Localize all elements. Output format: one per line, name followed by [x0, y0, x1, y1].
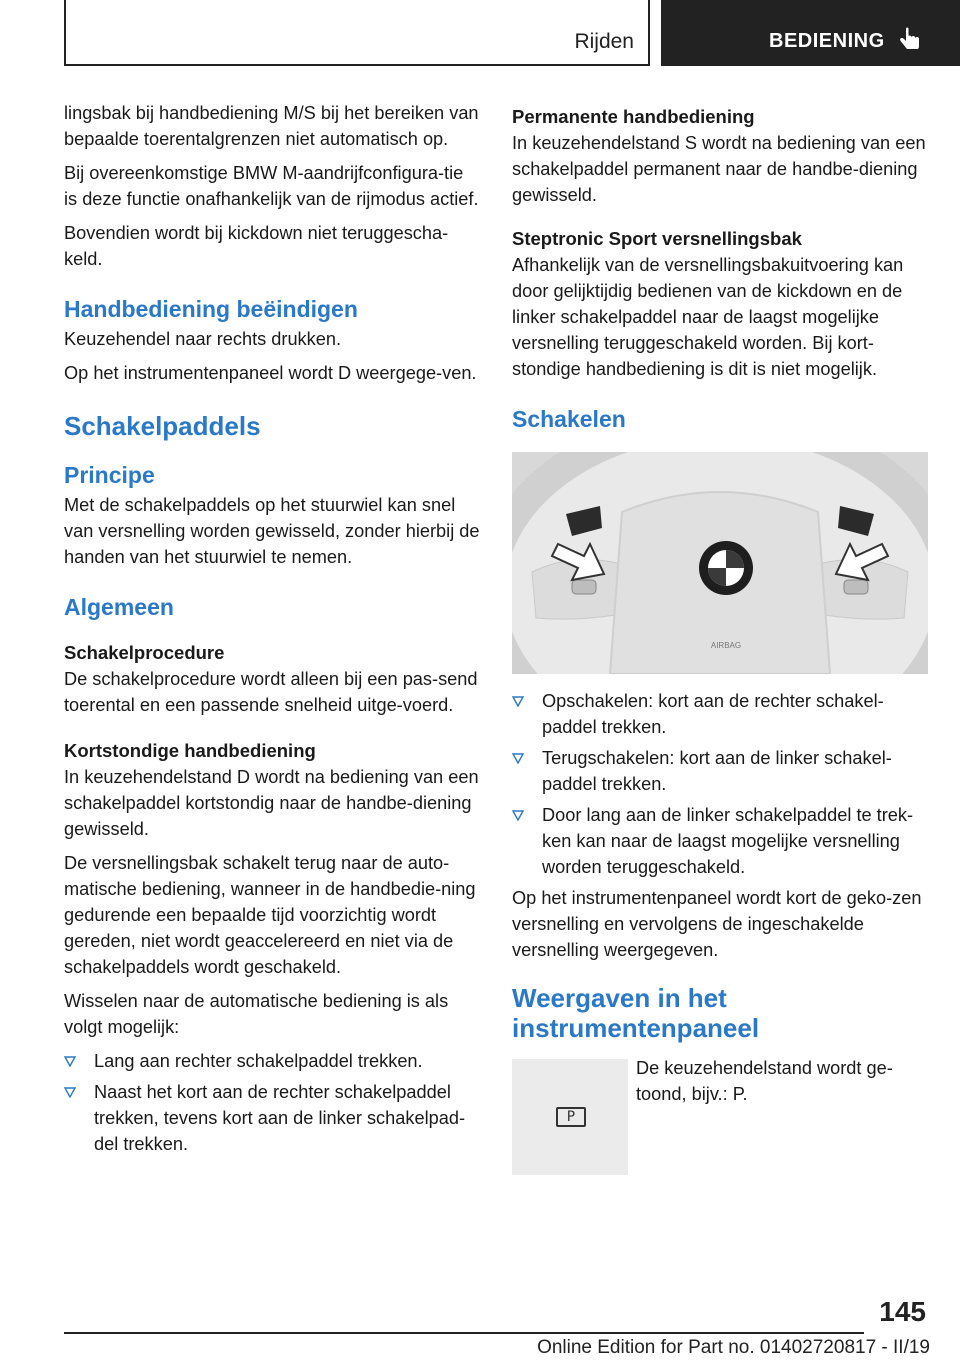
section-title: Rijden — [574, 30, 634, 53]
page-number: 145 — [879, 1296, 926, 1327]
paragraph: Bovendien wordt bij kickdown niet teruggescha-keld. — [64, 223, 449, 269]
triangle-bullet-icon — [64, 1056, 76, 1067]
paragraph: Bij overeenkomstige BMW M-aandrijfconfigura-tie is deze functie onafhankelijk van de rijmodus actief. — [64, 163, 479, 209]
paragraph: Op het instrumentenpaneel wordt kort de geko-zen versnelling en vervolgens de ingeschakelde versnelling weergegeven. — [512, 888, 922, 960]
paragraph: Wisselen naar de automatische bediening is als volgt mogelijk: — [64, 991, 449, 1037]
triangle-bullet-icon — [512, 696, 524, 707]
list-item-text: Lang aan rechter schakelpaddel trekken. — [94, 1051, 423, 1071]
steering-wheel-illustration — [512, 452, 928, 674]
instrument-panel-image — [512, 1059, 628, 1175]
right-column — [512, 100, 928, 1175]
heading-principe: Principe — [64, 462, 155, 488]
list-item-text: Opschakelen: kort aan de rechter schakel-paddel trekken. — [542, 691, 884, 737]
paragraph: lingsbak bij handbediening M/S bij het bereiken van bepaalde toerentalgrenzen niet automatisch op. — [64, 103, 479, 149]
section-tab — [64, 0, 650, 66]
list-item — [512, 802, 928, 880]
list-item — [512, 745, 928, 797]
list-item — [64, 1079, 480, 1157]
paragraph: Met de schakelpaddels op het stuurwiel kan snel van versnelling worden gewisseld, zonder hierbij de handen van het stuurwiel te nemen. — [64, 495, 480, 567]
paragraph: Keuzehendel naar rechts drukken. — [64, 329, 342, 349]
steering-wheel-image — [512, 452, 928, 674]
hand-pointer-icon — [897, 27, 923, 53]
heading-weergaven: Weergaven in het instrumentenpaneel — [512, 983, 760, 1043]
list-item — [64, 1048, 480, 1074]
gear-indicator: P — [556, 1107, 586, 1127]
list-item-text: Terugschakelen: kort aan de linker schakel-paddel trekken. — [542, 748, 892, 794]
heading-handbediening-beeindigen: Handbediening beëindigen — [64, 296, 358, 322]
list-item — [512, 688, 928, 740]
triangle-bullet-icon — [64, 1087, 76, 1098]
heading-schakelen: Schakelen — [512, 406, 626, 432]
triangle-bullet-icon — [512, 810, 524, 821]
chapter-title: BEDIENING — [769, 30, 885, 52]
heading-steptronic-sport: Steptronic Sport versnellingsbak — [512, 228, 802, 249]
indicator-row — [512, 1059, 928, 1175]
paragraph: De schakelprocedure wordt alleen bij een pas-send toerental en een passende snelheid uitge-voerd. — [64, 669, 478, 715]
chapter-tab — [661, 0, 960, 66]
footer-divider — [64, 1332, 864, 1334]
heading-algemeen: Algemeen — [64, 594, 174, 620]
triangle-bullet-icon — [512, 753, 524, 764]
paragraph: Op het instrumentenpaneel wordt D weergege-ven. — [64, 363, 477, 383]
paragraph: Afhankelijk van de versnellingsbakuitvoering kan door gelijktijdig bedienen van de kickdown en de linker schakelpaddel naar de laagst mogelijke versnelling teruggeschakeld worden. Bij kort-stondige handbediening is dit is niet mogelijk. — [512, 255, 904, 379]
list-item-text: Door lang aan de linker schakelpaddel te trek-ken kan naar de laagst mogelijke versnelling worden teruggeschakeld. — [542, 805, 914, 877]
heading-kortstondige-handbediening: Kortstondige handbediening — [64, 740, 316, 761]
heading-schakelpaddels: Schakelpaddels — [64, 411, 261, 441]
page-header — [0, 0, 960, 66]
airbag-label: AIRBAG — [710, 641, 742, 650]
paragraph: De keuzehendelstand wordt ge-toond, bijv.: P. — [636, 1058, 893, 1104]
heading-permanente-handbediening: Permanente handbediening — [512, 106, 755, 127]
paragraph: De versnellingsbak schakelt terug naar de auto-matische bediening, wanneer in de handbedie-ning gedurende een bepaalde tijd voorzichtig wordt gereden, niet wordt geaccelereerd en niet via de schakelpaddels wordt geschakeld. — [64, 853, 476, 977]
left-column — [64, 100, 480, 1162]
list-item-text: Naast het kort aan de rechter schakelpaddel trekken, tevens kort aan de linker schakelpad-del trekken. — [94, 1082, 466, 1154]
heading-schakelprocedure: Schakelprocedure — [64, 642, 225, 663]
paragraph: In keuzehendelstand S wordt na bediening van een schakelpaddel permanent naar de handbe-diening gewisseld. — [512, 133, 926, 205]
paragraph: In keuzehendelstand D wordt na bediening van een schakelpaddel kortstondig naar de handbe-diening gewisseld. — [64, 767, 479, 839]
edition-footer: Online Edition for Part no. 01402720817 - II/19 — [537, 1337, 930, 1358]
